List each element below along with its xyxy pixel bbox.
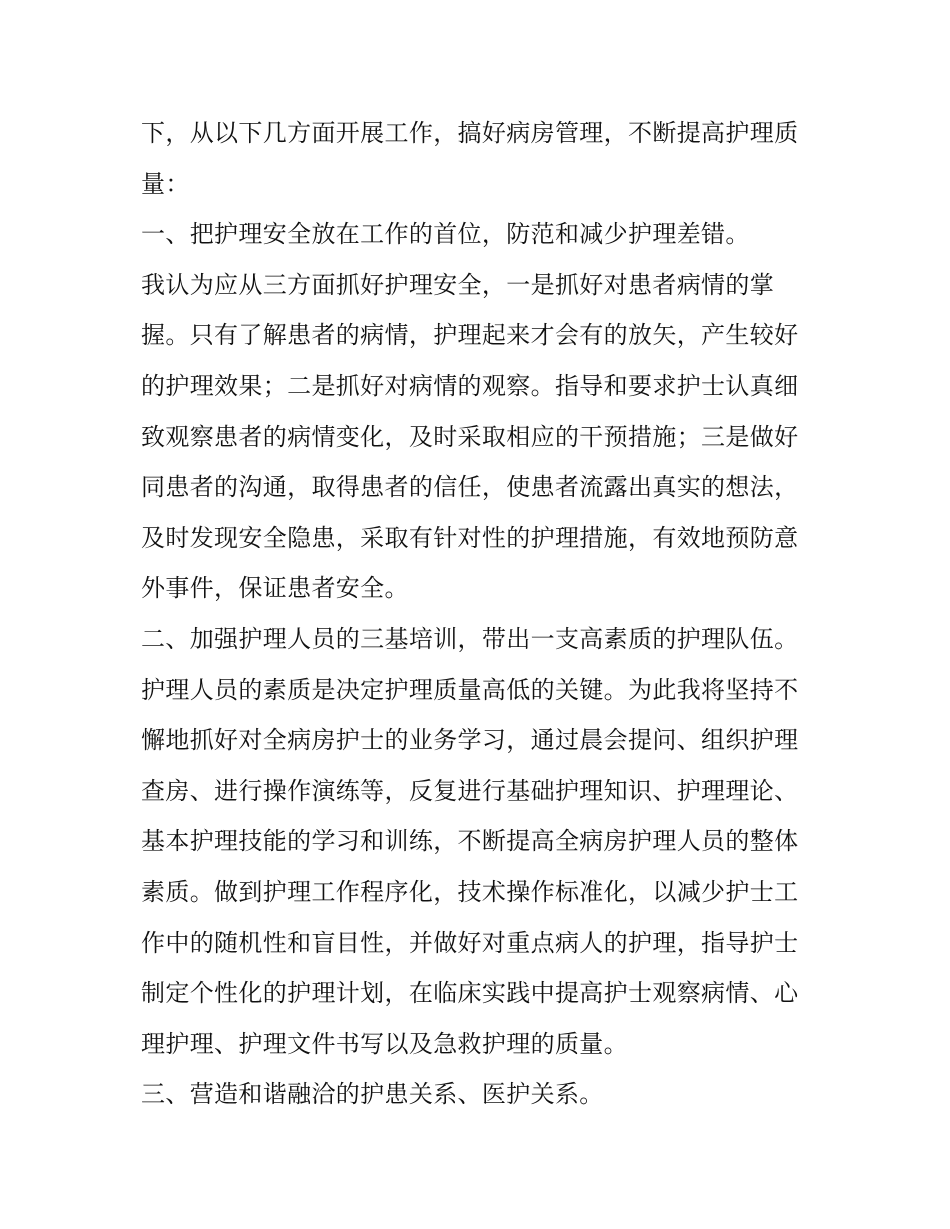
text-line: 外事件，保证患者安全。 bbox=[141, 574, 409, 603]
text-line: 同患者的沟通，取得患者的信任，使患者流露出真实的想法， bbox=[141, 473, 799, 502]
text-line: 握。只有了解患者的病情，护理起来才会有的放矢，产生较好 bbox=[141, 321, 799, 350]
text-line: 制定个性化的护理计划，在临床实践中提高护士观察病情、心 bbox=[141, 979, 799, 1008]
text-line: 及时发现安全隐患，采取有针对性的护理措施，有效地预防意 bbox=[141, 523, 799, 552]
text-line: 我认为应从三方面抓好护理安全，一是抓好对患者病情的掌 bbox=[141, 270, 775, 299]
text-line: 理护理、护理文件书写以及急救护理的质量。 bbox=[141, 1029, 628, 1058]
text-line: 的护理效果；二是抓好对病情的观察。指导和要求护士认真细 bbox=[141, 371, 799, 400]
section-heading: 三、营造和谐融洽的护患关系、医护关系。 bbox=[141, 1080, 604, 1109]
body-text bbox=[141, 108, 821, 1120]
text-line: 素质。做到护理工作程序化，技术操作标准化，以减少护士工 bbox=[141, 877, 799, 906]
section-heading: 一、把护理安全放在工作的首位，防范和减少护理差错。 bbox=[141, 220, 750, 249]
text-line: 懈地抓好对全病房护士的业务学习，通过晨会提问、组织护理 bbox=[141, 726, 799, 755]
text-line: 作中的随机性和盲目性，并做好对重点病人的护理，指导护士 bbox=[141, 928, 799, 957]
text-line: 查房、进行操作演练等，反复进行基础护理知识、护理理论、 bbox=[141, 776, 799, 805]
text-line: 下，从以下几方面开展工作，搞好病房管理，不断提高护理质 bbox=[141, 119, 799, 147]
section-heading: 二、加强护理人员的三基培训，带出一支高素质的护理队伍。 bbox=[141, 624, 799, 653]
text-line: 基本护理技能的学习和训练，不断提高全病房护理人员的整体 bbox=[141, 827, 799, 856]
text-line: 护理人员的素质是决定护理质量高低的关键。为此我将坚持不 bbox=[141, 675, 799, 704]
text-line: 量： bbox=[141, 169, 190, 198]
text-line: 致观察患者的病情变化，及时采取相应的干预措施；三是做好 bbox=[141, 422, 799, 451]
